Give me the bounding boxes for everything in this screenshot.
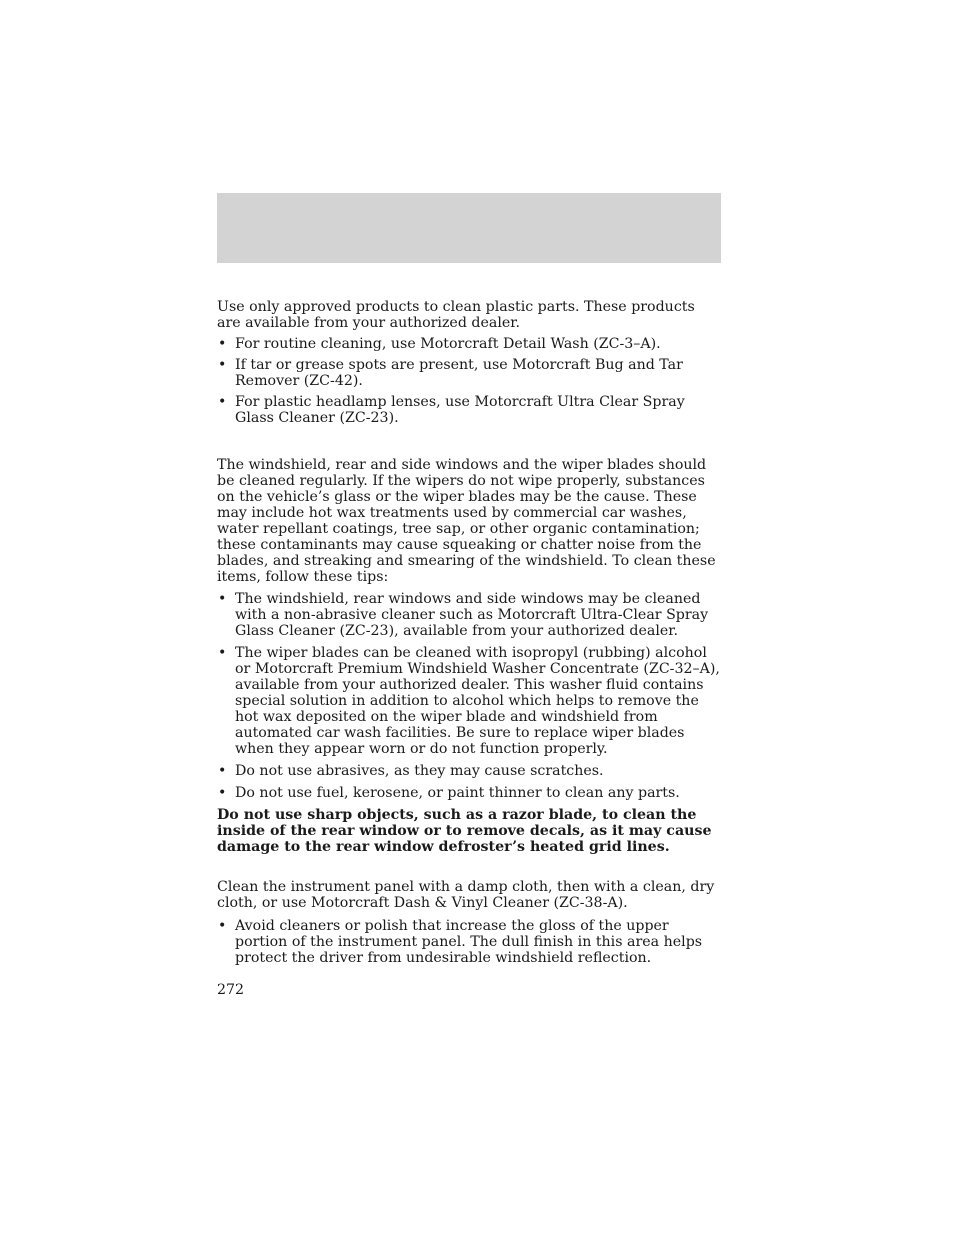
windows-section	[217, 457, 722, 855]
list-item: • The windshield, rear windows and side windows may be cleaned with a non-abrasive cleaner such as Motorcraft Ultra-Clear Spray Glass Cleaner (ZC-23), available from your authorized dealer.	[217, 591, 722, 639]
windows-intro: The windshield, rear and side windows and the wiper blades should be cleaned regularly. If the wipers do not wipe properly, substances on the vehicle’s glass or the wiper blades may be the cause. These may include hot wax treatments used by commercial car washes, water repellant coatings, tree sap, or other organic contamination; these contaminants may cause squeaking or chatter noise from the blades, and streaking and smearing of the windshield. To clean these items, follow these tips:	[217, 457, 716, 585]
panel-section	[217, 879, 722, 966]
windows-bullet-list	[217, 591, 722, 801]
list-item: • Do not use abrasives, as they may cause scratches.	[217, 763, 722, 779]
windows-warning: Do not use sharp objects, such as a razor blade, to clean the inside of the rear window or to remove decals, as it may cause damage to the rear window defroster’s heated grid lines.	[217, 807, 712, 855]
plastic-bullet-list	[217, 336, 722, 426]
list-item: • For routine cleaning, use Motorcraft Detail Wash (ZC-3–A).	[217, 336, 722, 352]
list-item: • Avoid cleaners or polish that increase the gloss of the upper portion of the instrument panel. The dull finish in this area helps protect the driver from undesirable windshield reflection.	[217, 918, 722, 966]
panel-intro: Clean the instrument panel with a damp cloth, then with a clean, dry cloth, or use Motorcraft Dash & Vinyl Cleaner (ZC-38-A).	[217, 879, 715, 911]
page-number: 272	[217, 982, 245, 998]
section-header-band	[217, 193, 721, 263]
list-item: • If tar or grease spots are present, use Motorcraft Bug and Tar Remover (ZC-42).	[217, 357, 722, 389]
panel-bullet-list	[217, 918, 722, 966]
list-item: • Do not use fuel, kerosene, or paint thinner to clean any parts.	[217, 785, 722, 801]
list-item: • The wiper blades can be cleaned with isopropyl (rubbing) alcohol or Motorcraft Premium Windshield Washer Concentrate (ZC-32–A), available from your authorized dealer. This washer fluid contains special solution in addition to alcohol which helps to remove the hot wax deposited on the wiper blade and windshield from automated car wash facilities. Be sure to replace wiper blades when they appear worn or do not function properly.	[217, 645, 722, 757]
plastic-section	[217, 299, 722, 426]
list-item: • For plastic headlamp lenses, use Motorcraft Ultra Clear Spray Glass Cleaner (ZC-23).	[217, 394, 722, 426]
plastic-intro: Use only approved products to clean plastic parts. These products are available from your authorized dealer.	[217, 299, 695, 331]
